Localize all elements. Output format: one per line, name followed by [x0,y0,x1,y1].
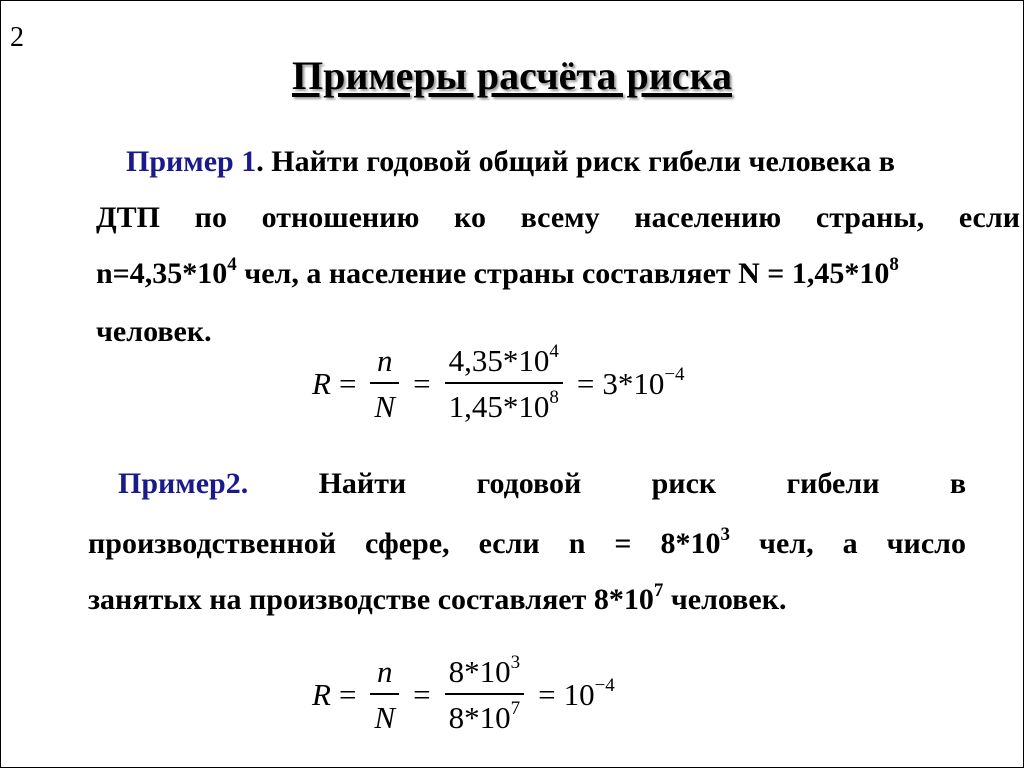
formula1-frac2-num [445,343,563,382]
example1-line3-exp1: 4 [227,254,237,275]
example2-word-5: в [949,467,967,500]
example1-line1-text: Найти годовой общий риск гибели человека в [271,145,895,178]
formula1-frac2-num-base: 4,35*10 [448,343,550,378]
example1-line4: человек. [96,315,212,348]
example1-line2: ДТП по отношению ко всему населению страны, если [96,201,1020,234]
example1-line3-exp2: 8 [889,254,899,275]
example2-label: Пример2. [118,467,249,500]
example1-formula [312,343,685,425]
example2-line3-a: занятых на производстве составляет 8*10 [88,583,654,616]
example1-line3-a: n=4,35*10 [96,257,228,290]
formula1-frac2-den-base: 1,45*10 [448,389,550,424]
example2-line3 [88,582,786,618]
formula1-frac2 [445,343,563,425]
formula2-frac2-den-base: 8*10 [448,700,511,735]
slide-title: Примеры расчёта риска [291,53,733,98]
formula1-frac1-num: n [377,343,393,378]
formula2-result-base: 10 [563,677,595,712]
formula1-eq1: = [338,366,357,401]
formula2-frac2-den-exp: 7 [510,698,521,719]
example1-label: Пример 1 [126,145,257,178]
formula2-eq1: = [338,677,357,712]
example2-line3-exp: 7 [653,580,664,601]
formula2-frac2 [445,654,525,736]
example2-line2-exp: 3 [720,524,731,545]
formula2-frac2-den [445,693,525,736]
formula2-result-exp: −4 [594,675,615,696]
example2-word-3: риск [651,467,717,500]
formula1-frac1-den: N [370,382,399,425]
formula2-frac2-num [445,654,525,693]
formula1-eq3: = [576,366,595,401]
formula2-frac2-num-exp: 3 [510,652,521,673]
example1-label-punct: . [256,145,264,178]
example2-formula [312,654,615,736]
example2-word-2: годовой [476,467,582,500]
formula2-frac1-den: N [370,693,399,736]
formula1-frac2-den [445,382,563,425]
formula2-result [564,677,615,713]
example2-line1 [118,466,966,502]
example2-line2-a: производственной сфере, если n = 8*10 [88,527,721,560]
example2-word-4: гибели [786,467,880,500]
example1-line3-b: чел, а население страны составляет N = 1,45*10 [236,257,890,290]
formula1-result-base: 3*10 [602,366,665,401]
formula1-frac2-den-exp: 8 [549,387,559,408]
formula1-result [602,366,684,402]
example2-line3-b: человек. [663,583,787,616]
example2-line2 [88,526,966,562]
slide-number: 2 [10,22,24,53]
formula2-frac1-num: n [377,654,393,689]
formula2-lhs: R [312,677,331,712]
example2-word-1: Найти [318,467,407,500]
formula2-frac2-num-base: 8*10 [448,654,511,689]
formula2-frac1 [370,654,399,736]
example2-line2-b: чел, а число [730,527,966,560]
example1-line1 [126,144,895,180]
formula2-eq2: = [413,677,431,712]
formula1-frac2-num-exp: 4 [549,341,559,362]
formula1-frac1 [370,343,399,425]
formula2-eq3: = [538,677,556,712]
example1-line3 [96,256,899,292]
formula1-lhs: R [312,366,331,401]
formula1-result-exp: −4 [664,364,685,385]
formula1-eq2: = [413,366,431,401]
